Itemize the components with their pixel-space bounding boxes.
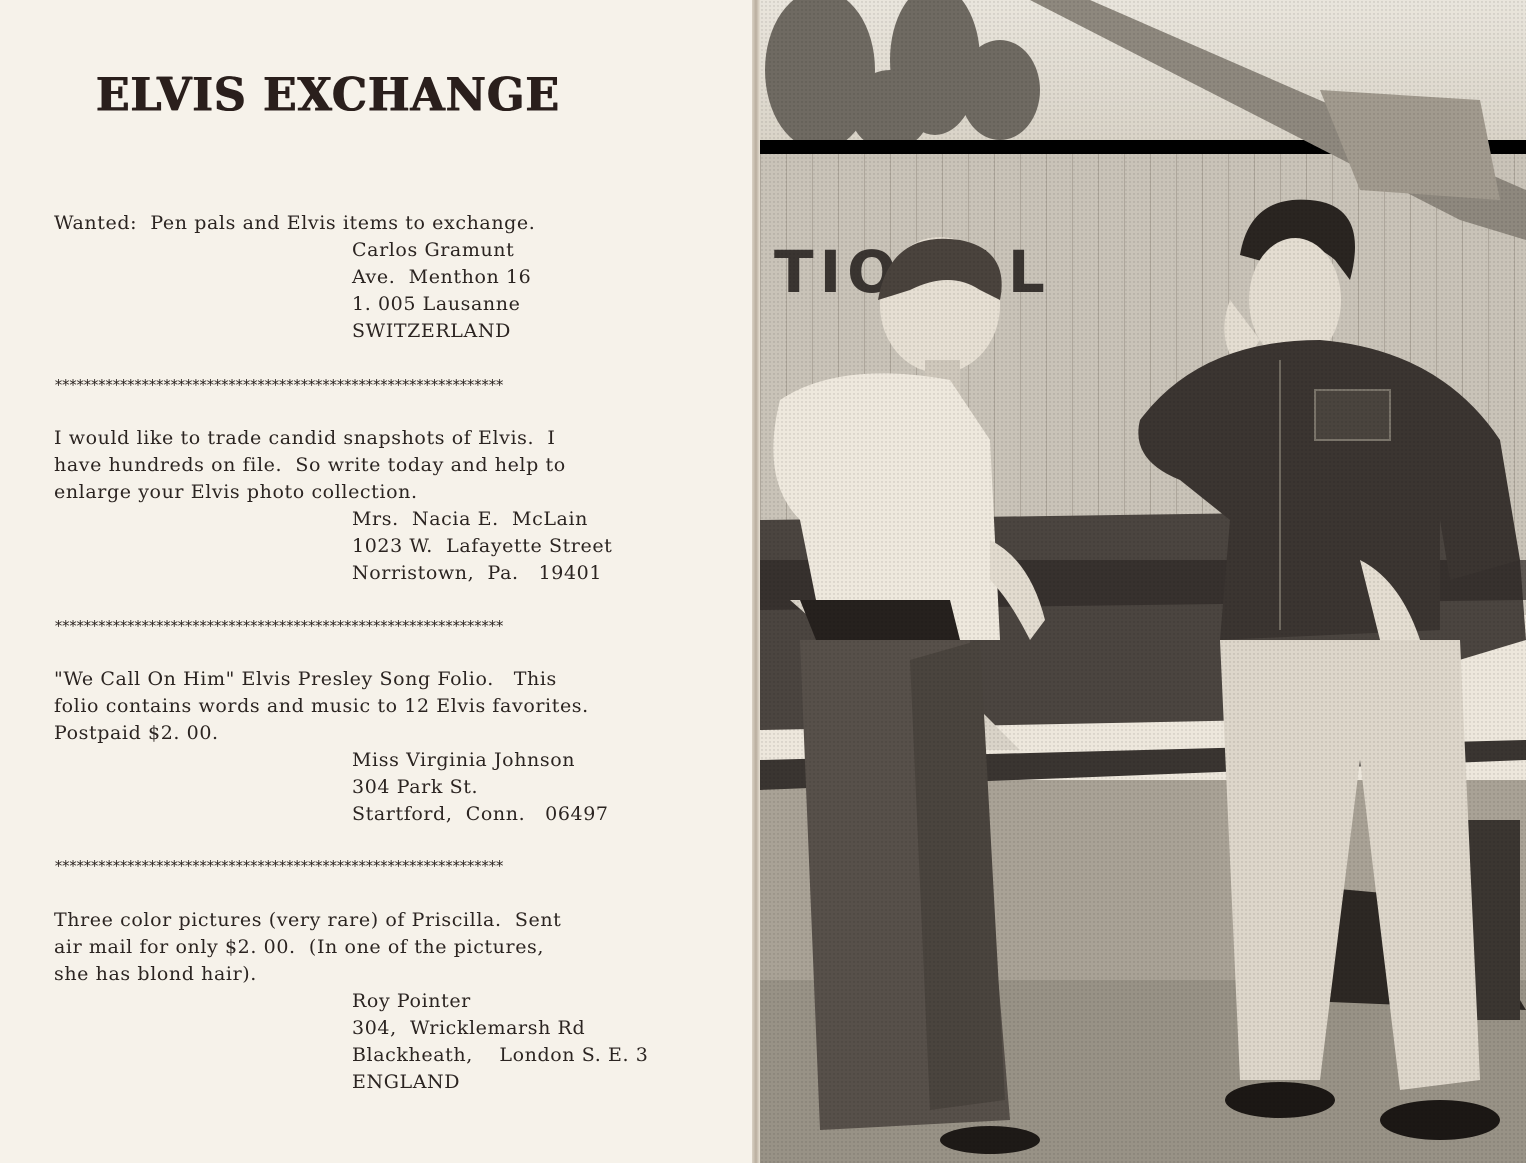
address-line: Startford, Conn. 06497	[352, 803, 609, 825]
page-gutter	[752, 0, 760, 1163]
ad-body-line: folio contains words and music to 12 Elvis favorites.	[54, 695, 589, 717]
ad-body-line: Postpaid $2. 00.	[54, 722, 219, 744]
address-line: 1. 005 Lausanne	[352, 293, 521, 315]
address-line: ENGLAND	[352, 1071, 461, 1093]
star-separator: **************************************************************	[54, 376, 503, 394]
address-line: Miss Virginia Johnson	[352, 749, 576, 771]
ad-body-line: "We Call On Him" Elvis Presley Song Folio. This	[54, 668, 557, 690]
ad-body-line: she has blond hair).	[54, 963, 257, 985]
left-page	[0, 0, 752, 1163]
ad-body-line: have hundreds on file. So write today and help to	[54, 454, 566, 476]
page-title: ELVIS EXCHANGE	[96, 68, 561, 123]
address-line: Carlos Gramunt	[352, 239, 515, 261]
ad-body-line: Three color pictures (very rare) of Priscilla. Sent	[54, 909, 562, 931]
address-line: SWITZERLAND	[352, 320, 511, 342]
right-page	[760, 0, 1526, 1163]
address-line: Blackheath, London S. E. 3	[352, 1044, 649, 1066]
address-line: 304 Park St.	[352, 776, 479, 798]
address-line: Roy Pointer	[352, 990, 471, 1012]
address-line: Ave. Menthon 16	[352, 266, 532, 288]
ad-body-line: enlarge your Elvis photo collection.	[54, 481, 418, 503]
ad-body-line: I would like to trade candid snapshots of Elvis. I	[54, 427, 556, 449]
star-separator: **************************************************************	[54, 617, 503, 635]
address-line: 304, Wricklemarsh Rd	[352, 1017, 586, 1039]
address-line: Norristown, Pa. 19401	[352, 562, 603, 584]
address-line: Mrs. Nacia E. McLain	[352, 508, 588, 530]
ad-body-line: air mail for only $2. 00. (In one of the pictures,	[54, 936, 545, 958]
ad-body-line: Wanted: Pen pals and Elvis items to exchange.	[54, 212, 536, 234]
address-line: 1023 W. Lafayette Street	[352, 535, 613, 557]
black-white-photo	[760, 0, 1526, 1163]
star-separator: **************************************************************	[54, 857, 503, 875]
